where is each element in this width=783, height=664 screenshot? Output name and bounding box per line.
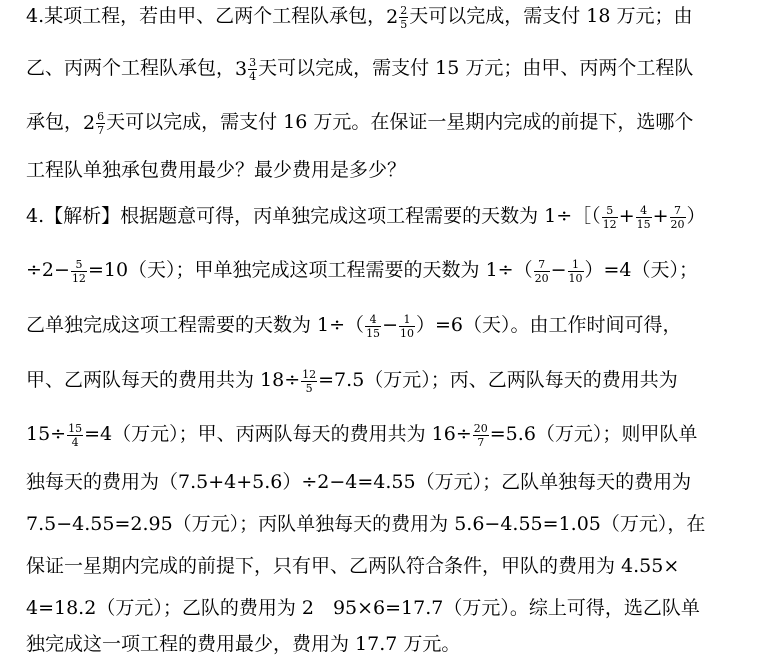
mixed-number: 3 $\frac{3}{4}$ <box>235 55 257 83</box>
solution-line-5: 15÷ $\frac{15}{4}$ =4（万元）；甲、丙两队每天的费用共为 16÷ $\frac{20}{7}$ =5.6（万元）；则甲队单 <box>26 421 698 449</box>
solution-line-1: 4.【解析】根据题意可得，丙单独完成这项工程需要的天数为 1÷［（ $\frac{5}{12}$ + $\frac{4}{15}$ + $\frac{7}{20}$ ） <box>26 203 706 231</box>
solution-line-8: 保证一星期内完成的前提下，只有甲、乙两队符合条件，甲队的费用为 4.55× <box>26 555 680 577</box>
solution-line-6: 独每天的费用为（7.5+4+5.6）÷2−4=4.55（万元）；乙队单独每天的费用为 <box>26 471 692 493</box>
solution-line-3: 乙单独完成这项工程需要的天数为 1÷（ $\frac{4}{15}$ − $\frac{1}{10}$ ）=6（天）。由工作时间可得， <box>26 312 682 340</box>
problem-line-4: 工程队单独承包费用最少？最少费用是多少？ <box>26 159 407 181</box>
solution-line-10: 独完成这一项工程的费用最少，费用为 17.7 万元。 <box>26 633 461 655</box>
mixed-number: 2 $\frac{6}{7}$ <box>83 109 105 137</box>
solution-line-9: 4=18.2（万元）；乙队的费用为 2 95×6=17.7（万元）。综上可得，选乙队单 <box>26 597 700 619</box>
problem-line-3: 承包，2 $\frac{6}{7}$ 天可以完成，需支付 16 万元。在保证一星期内完成的前提下，选哪个 <box>26 109 694 137</box>
solution-line-2: ÷2− $\frac{5}{12}$ =10（天）；甲单独完成这项工程需要的天数为 1÷（ $\frac{7}{20}$ − $\frac{1}{10}$ ）=4（天）； <box>26 257 699 285</box>
problem-line-1: 4.某项工程，若由甲、乙两个工程队承包，2 $\frac{2}{5}$ 天可以完成，需支付 18 万元；由 <box>26 3 693 31</box>
solution-line-7: 7.5−4.55=2.95（万元）；丙队单独每天的费用为 5.6−4.55=1.05（万元），在 <box>26 513 706 535</box>
mixed-number: 2 $\frac{2}{5}$ <box>386 3 408 31</box>
solution-line-4: 甲、乙两队每天的费用共为 18÷ $\frac{12}{5}$ =7.5（万元）；丙、乙两队每天的费用共为 <box>26 367 678 395</box>
problem-line-2: 乙、丙两个工程队承包，3 $\frac{3}{4}$ 天可以完成，需支付 15 万元；由甲、丙两个工程队 <box>26 55 694 83</box>
